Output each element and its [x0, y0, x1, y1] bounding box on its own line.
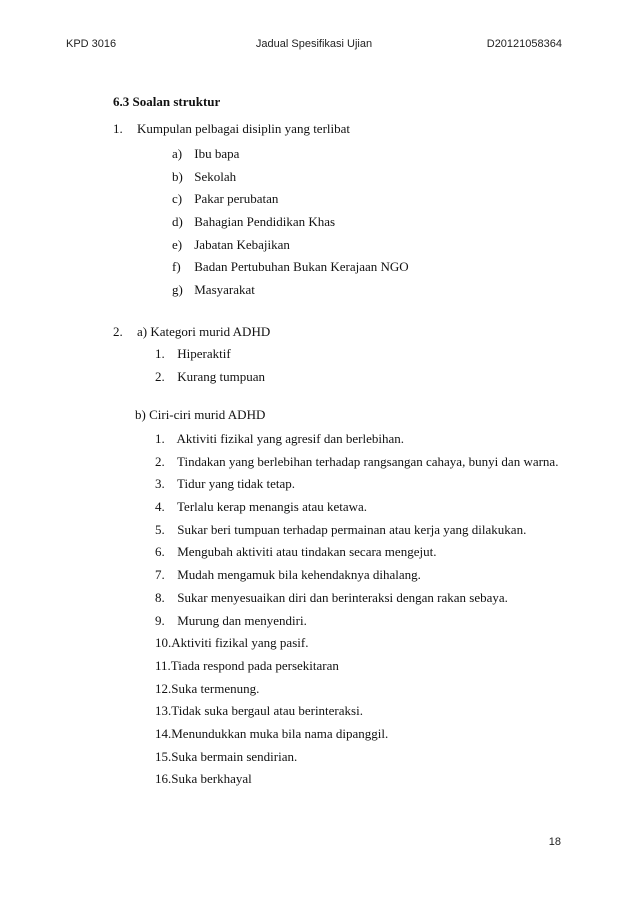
- item-text: Kurang tumpuan: [177, 368, 265, 384]
- list-item: [155, 658, 558, 681]
- document-title: Jadual Spesifikasi Ujian: [255, 38, 373, 50]
- item-text: Mengubah aktiviti atau tindakan secara mengejut.: [177, 544, 437, 560]
- ciri-list: [155, 431, 558, 794]
- item-text: Masyarakat: [194, 282, 255, 298]
- item-number: 5.: [155, 521, 165, 537]
- list-item: [172, 169, 409, 192]
- item-text: Sukar beri tumpuan terhadap permainan atau kerja yang dilakukan.: [177, 521, 527, 537]
- list-item: [155, 454, 558, 477]
- ciri-heading: b) Ciri-ciri murid ADHD: [135, 407, 266, 422]
- list-item: [172, 191, 409, 214]
- item-text: Aktiviti fizikal yang agresif dan berlebihan.: [176, 431, 404, 446]
- item-number: 14.: [155, 725, 172, 741]
- item-text: Aktiviti fizikal yang pasif.: [171, 635, 309, 651]
- item-number: 1.: [155, 346, 165, 361]
- list-item: [155, 567, 558, 590]
- list-item: [172, 146, 409, 169]
- list-item: [155, 681, 558, 704]
- list-item: [155, 703, 558, 726]
- course-code: KPD 3016: [66, 38, 117, 50]
- list-item: [155, 726, 558, 749]
- item-number: 3.: [155, 476, 165, 492]
- q1-answer-list: [172, 146, 409, 305]
- item-number: 1.: [155, 431, 165, 446]
- item-text: Mudah mengamuk bila kehendaknya dihalang.: [177, 567, 421, 583]
- list-item: [172, 282, 409, 305]
- item-number: 16.: [155, 771, 172, 787]
- question-number: 2.: [113, 324, 123, 339]
- item-text: Suka berkhayal: [171, 771, 252, 787]
- item-text: Tidak suka bergaul atau berinteraksi.: [171, 703, 363, 719]
- item-number: 6.: [155, 544, 165, 560]
- item-text: Bahagian Pendidikan Khas: [194, 214, 336, 230]
- item-number: 4.: [155, 499, 165, 515]
- list-item: [155, 369, 265, 392]
- question-text: a) Kategori murid ADHD: [137, 324, 271, 339]
- section-title: 6.3 Soalan struktur: [113, 94, 221, 109]
- item-label: c): [172, 191, 183, 207]
- item-text: Terlalu kerap menangis atau ketawa.: [177, 499, 368, 515]
- page-header: [66, 38, 562, 54]
- item-text: Ibu bapa: [194, 146, 240, 161]
- kategori-list: [155, 346, 265, 391]
- page-number: 18: [548, 836, 561, 848]
- item-text: Menundukkan muka bila nama dipanggil.: [171, 725, 389, 741]
- item-number: 12.: [155, 680, 172, 696]
- question-text: Kumpulan pelbagai disiplin yang terlibat: [137, 121, 351, 136]
- list-item: [155, 499, 558, 522]
- item-label: b): [172, 168, 183, 184]
- item-number: 2.: [155, 453, 165, 469]
- item-text: Jabatan Kebajikan: [194, 236, 290, 252]
- item-number: 9.: [155, 612, 165, 628]
- item-text: Tindakan yang berlebihan terhadap rangsangan cahaya, bunyi dan warna.: [177, 453, 559, 469]
- item-text: Pakar perubatan: [194, 191, 279, 207]
- item-number: 13.: [155, 703, 172, 719]
- question-1: [113, 121, 351, 137]
- item-text: Tiada respond pada persekitaran: [170, 657, 339, 673]
- list-item: [155, 346, 265, 369]
- item-text: Sekolah: [194, 168, 237, 184]
- list-item: [155, 590, 558, 613]
- item-number: 11.: [155, 657, 171, 673]
- item-number: 10.: [155, 635, 172, 651]
- item-text: Sukar menyesuaikan diri dan berinteraksi dengan rakan sebaya.: [177, 589, 508, 605]
- item-label: a): [172, 146, 183, 161]
- list-item: [155, 522, 558, 545]
- list-item: [155, 635, 558, 658]
- list-item: [155, 613, 558, 636]
- item-label: d): [172, 214, 183, 230]
- list-item: [172, 259, 409, 282]
- item-number: 7.: [155, 567, 165, 583]
- item-text: Suka bermain sendirian.: [171, 748, 298, 764]
- item-label: f): [172, 259, 181, 275]
- list-item: [155, 431, 558, 454]
- item-text: Suka termenung.: [171, 680, 260, 696]
- item-text: Tidur yang tidak tetap.: [177, 476, 295, 492]
- question-number: 1.: [113, 121, 123, 136]
- item-label: e): [172, 236, 183, 252]
- item-text: Badan Pertubuhan Bukan Kerajaan NGO: [194, 259, 409, 275]
- list-item: [172, 237, 409, 260]
- list-item: [155, 544, 558, 567]
- item-label: g): [172, 282, 183, 298]
- list-item: [172, 214, 409, 237]
- list-item: [155, 476, 558, 499]
- question-2: [113, 324, 271, 340]
- student-id: D20121058364: [486, 38, 562, 50]
- item-number: 15.: [155, 748, 172, 764]
- list-item: [155, 749, 558, 772]
- list-item: [155, 771, 558, 794]
- item-number: 8.: [155, 589, 165, 605]
- item-text: Hiperaktif: [177, 346, 231, 361]
- item-number: 2.: [155, 368, 165, 384]
- item-text: Murung dan menyendiri.: [177, 612, 307, 628]
